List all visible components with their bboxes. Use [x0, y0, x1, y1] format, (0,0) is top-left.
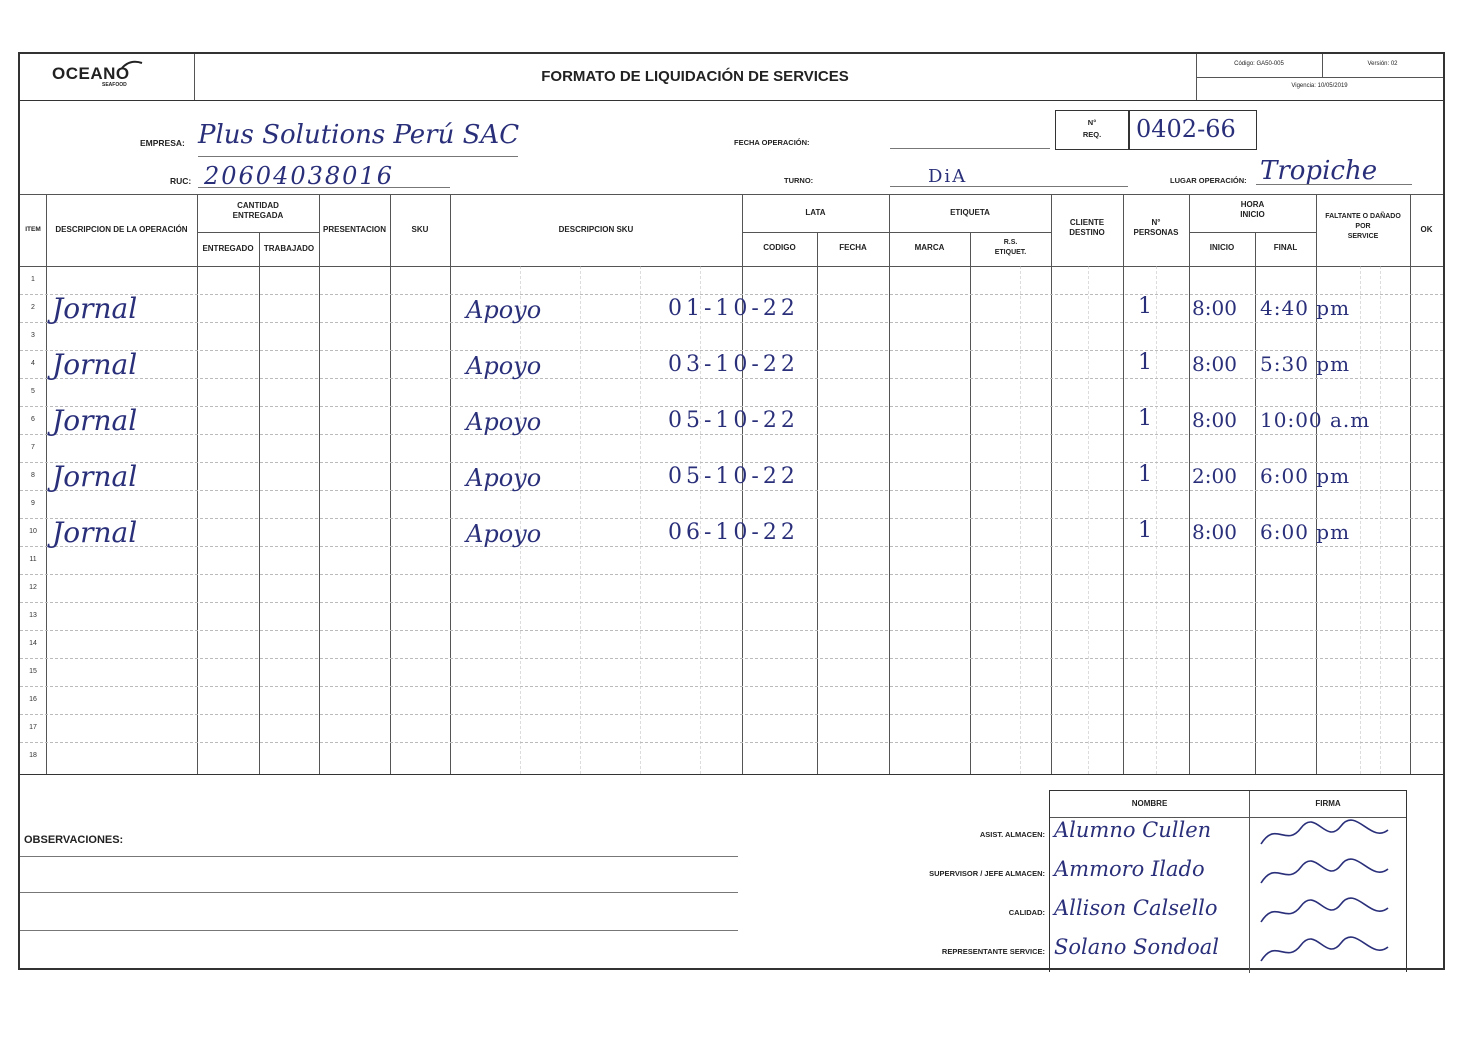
- entry-personas: 1: [1138, 406, 1152, 431]
- col-trabajado: TRABAJADO: [263, 244, 315, 253]
- signature-name: Allison Calsello: [1054, 896, 1218, 920]
- entry-personas: 1: [1138, 462, 1152, 487]
- row-number: 10: [29, 528, 37, 535]
- col-marca: MARCA: [914, 243, 945, 252]
- column-guide: [640, 266, 641, 774]
- signature-scribble-icon: [1256, 818, 1396, 852]
- entry-date: 06-10-22: [668, 520, 799, 545]
- form-code: Código: GA50-005: [1234, 61, 1284, 67]
- col-cliente-destino: CLIENTE DESTINO: [1069, 218, 1105, 237]
- entry-sku: Apoyo: [466, 520, 542, 548]
- signature-role-label: ASIST. ALMACEN:: [979, 830, 1045, 839]
- col-etiqueta: ETIQUETA: [950, 208, 990, 217]
- ruc-value: 20604038016: [204, 162, 394, 190]
- col-cantidad: CANTIDAD ENTREGADA: [232, 201, 284, 220]
- row-divider: [20, 322, 1443, 323]
- turno-label: TURNO:: [784, 176, 814, 185]
- ruc-label: RUC:: [170, 176, 192, 186]
- col-descripcion-sku: DESCRIPCION SKU: [558, 225, 634, 234]
- signature-scribble-icon: [1256, 896, 1396, 930]
- col-presentacion: PRESENTACION: [323, 225, 386, 234]
- req-label-box: N° REQ.: [1055, 110, 1129, 150]
- entry-desc: Jornal: [52, 292, 138, 325]
- entry-sku: Apoyo: [466, 352, 542, 380]
- row-divider: [20, 406, 1443, 407]
- row-divider: [20, 630, 1443, 631]
- observaciones-label: OBSERVACIONES:: [24, 834, 124, 846]
- signature-name: Alumno Cullen: [1054, 818, 1212, 842]
- row-number: 3: [31, 332, 35, 339]
- col-fecha: FECHA: [839, 243, 867, 252]
- row-number: 15: [29, 668, 37, 675]
- row-divider: [20, 602, 1443, 603]
- row-divider: [20, 434, 1443, 435]
- form-sheet: [18, 52, 1445, 970]
- signature-role-label: SUPERVISOR / JEFE ALMACEN:: [929, 869, 1045, 878]
- entry-personas: 1: [1138, 294, 1152, 319]
- req-value: 0402-66: [1136, 115, 1236, 143]
- row-divider: [20, 686, 1443, 687]
- column-guide: [1380, 266, 1381, 774]
- col-faltante: FALTANTE O DAÑADO POR SERVICE: [1325, 213, 1401, 240]
- row-number: 13: [29, 612, 37, 619]
- row-number: 11: [29, 556, 37, 563]
- col-hora-inicio: HORA INICIO: [1240, 200, 1265, 219]
- entry-final: 10:00 a.m: [1260, 408, 1371, 432]
- row-divider: [20, 490, 1443, 491]
- column-guide: [1020, 266, 1021, 774]
- row-number: 16: [29, 696, 37, 703]
- entry-inicio: 8:00: [1192, 408, 1237, 432]
- entry-inicio: 8:00: [1192, 296, 1237, 320]
- entry-date: 05-10-22: [668, 464, 799, 489]
- entry-desc: Jornal: [52, 460, 138, 493]
- col-rs-etiquet: R.S. ETIQUET.: [994, 239, 1027, 256]
- signature-role-label: REPRESENTANTE SERVICE:: [941, 947, 1045, 956]
- form-header: [20, 54, 1443, 101]
- company-logo: OCEANO: [52, 64, 130, 83]
- col-item: ITEM: [25, 226, 41, 233]
- entry-final: 6:00 pm: [1260, 520, 1351, 544]
- lugar-operacion-value: Tropiche: [1260, 156, 1378, 186]
- entry-date: 05-10-22: [668, 408, 799, 433]
- col-final: FINAL: [1273, 243, 1298, 252]
- entry-inicio: 8:00: [1192, 520, 1237, 544]
- entry-desc: Jornal: [52, 516, 138, 549]
- row-divider: [20, 350, 1443, 351]
- entry-date: 01-10-22: [668, 296, 799, 321]
- row-divider: [20, 714, 1443, 715]
- row-number: 8: [31, 472, 35, 479]
- col-lata: LATA: [805, 208, 826, 217]
- empresa-value: Plus Solutions Perú SAC: [198, 120, 520, 150]
- form-version: Versión: 02: [1367, 61, 1398, 67]
- req-value-box: [1129, 110, 1257, 150]
- row-divider: [20, 378, 1443, 379]
- turno-value: DiA: [928, 166, 968, 187]
- row-divider: [20, 294, 1443, 295]
- col-codigo: CODIGO: [763, 243, 796, 252]
- firma-header: FIRMA: [1315, 799, 1341, 808]
- column-guide: [1088, 266, 1089, 774]
- col-personas: N° PERSONAS: [1133, 218, 1179, 237]
- fecha-operacion-label: FECHA OPERACIÓN:: [734, 138, 810, 147]
- entry-final: 4:40 pm: [1260, 296, 1351, 320]
- signature-role-label: CALIDAD:: [1008, 908, 1045, 917]
- row-number: 12: [29, 584, 37, 591]
- row-number: 4: [31, 360, 35, 367]
- column-guide: [580, 266, 581, 774]
- entry-inicio: 8:00: [1192, 352, 1237, 376]
- col-descripcion: DESCRIPCION DE LA OPERACIÓN: [55, 225, 188, 234]
- nombre-header: NOMBRE: [1131, 799, 1168, 808]
- signature-scribble-icon: [1256, 857, 1396, 891]
- form-vigencia: Vigencia: 10/05/2019: [1291, 83, 1348, 89]
- row-number: 17: [29, 724, 37, 731]
- row-number: 6: [31, 416, 35, 423]
- empresa-label: EMPRESA:: [140, 138, 185, 148]
- row-divider: [20, 658, 1443, 659]
- signature-name: Solano Sondoal: [1054, 935, 1219, 959]
- col-ok: OK: [1420, 225, 1433, 234]
- entry-final: 5:30 pm: [1260, 352, 1351, 376]
- row-number: 7: [31, 444, 35, 451]
- entry-sku: Apoyo: [466, 408, 542, 436]
- row-number: 18: [29, 752, 37, 759]
- column-guide: [1360, 266, 1361, 774]
- row-divider: [20, 574, 1443, 575]
- col-inicio: INICIO: [1209, 243, 1235, 252]
- row-number: 1: [31, 276, 35, 283]
- col-entregado: ENTREGADO: [202, 244, 254, 253]
- entry-personas: 1: [1138, 518, 1152, 543]
- column-guide: [1156, 266, 1157, 774]
- row-number: 5: [31, 388, 35, 395]
- col-sku: SKU: [411, 225, 429, 234]
- entry-personas: 1: [1138, 350, 1152, 375]
- wave-logo-icon: [120, 59, 146, 71]
- row-divider: [20, 462, 1443, 463]
- row-divider: [20, 518, 1443, 519]
- signature-name: Ammoro Ilado: [1054, 857, 1205, 881]
- logo-subtitle: SEAFOOD: [102, 82, 127, 88]
- row-number: 9: [31, 500, 35, 507]
- signature-scribble-icon: [1256, 935, 1396, 969]
- row-divider: [20, 742, 1443, 743]
- entry-sku: Apoyo: [466, 296, 542, 324]
- form-title: FORMATO DE LIQUIDACIÓN DE SERVICES: [541, 68, 849, 85]
- entry-sku: Apoyo: [466, 464, 542, 492]
- entry-date: 03-10-22: [668, 352, 799, 377]
- lugar-operacion-label: LUGAR OPERACIÓN:: [1170, 176, 1247, 185]
- row-number: 14: [29, 640, 37, 647]
- entry-desc: Jornal: [52, 348, 138, 381]
- row-divider: [20, 546, 1443, 547]
- row-number: 2: [31, 304, 35, 311]
- entry-desc: Jornal: [52, 404, 138, 437]
- entry-inicio: 2:00: [1192, 464, 1237, 488]
- entry-final: 6:00 pm: [1260, 464, 1351, 488]
